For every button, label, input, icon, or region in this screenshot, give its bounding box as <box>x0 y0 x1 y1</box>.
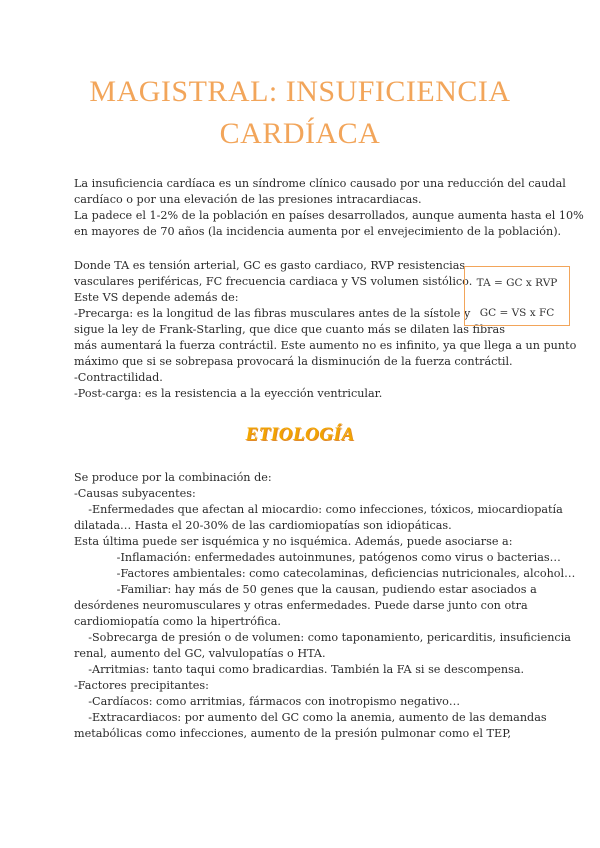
etiology-line: metabólicas como infecciones, aumento de la presión pulmonar como el TEP, <box>74 727 512 740</box>
definition-line: máximo que si se sobrepasa provocará la disminución de la fuerza contráctil. <box>74 355 513 368</box>
intro-line: cardíaco o por una elevación de las presiones intracardiacas. <box>74 193 422 206</box>
intro-line: La insuficiencia cardíaca es un síndrome clínico causado por una reducción del caudal <box>74 177 566 190</box>
etiology-line: -Factores ambientales: como catecolaminas, deficiencias nutricionales, alcohol… <box>74 567 576 580</box>
etiology-line: desórdenes neuromusculares y otras enfermedades. Puede darse junto con otra <box>74 599 528 612</box>
etiology-line: -Extracardiacos: por aumento del GC como la anemia, aumento de las demandas <box>74 711 547 724</box>
intro-line: La padece el 1-2% de la población en países desarrollados, aunque aumenta hasta el 10% <box>74 209 584 222</box>
definition-line: Este VS depende además de: <box>74 291 239 304</box>
definition-line: -Contractilidad. <box>74 371 163 384</box>
definition-line: sigue la ley de Frank-Starling, que dice que cuanto más se dilaten las fibras <box>74 323 505 336</box>
document-title-line-1: MAGISTRAL: INSUFICIENCIA <box>89 75 511 108</box>
etiology-line: -Familiar: hay más de 50 genes que la causan, pudiendo estar asociados a <box>74 583 537 596</box>
etiology-line: cardiomiopatía como la hipertrófica. <box>74 615 281 628</box>
etiology-line: -Enfermedades que afectan al miocardio: como infecciones, tóxicos, miocardiopatía <box>74 503 563 516</box>
etiology-line: Se produce por la combinación de: <box>74 471 272 484</box>
etiology-line: -Arritmias: tanto taqui como bradicardias. También la FA si se descompensa. <box>74 663 525 676</box>
intro-line: en mayores de 70 años (la incidencia aumenta por el envejecimiento de la población). <box>74 225 562 238</box>
definition-line: vasculares periféricas, FC frecuencia cardiaca y VS volumen sistólico. <box>74 275 473 288</box>
definition-line: -Post-carga: es la resistencia a la eyección ventricular. <box>74 387 383 400</box>
etiology-line: -Cardíacos: como arritmias, fármacos con inotropismo negativo… <box>74 695 461 708</box>
etiology-line: -Factores precipitantes: <box>74 679 209 692</box>
etiology-line: dilatada… Hasta el 20-30% de las cardiomiopatías son idiopáticas. <box>74 519 452 532</box>
definition-line: más aumentará la fuerza contráctil. Este aumento no es infinito, ya que llega a un punto <box>74 339 577 352</box>
formula-ta: TA = GC x RVP <box>476 277 558 289</box>
etiology-line: -Causas subyacentes: <box>74 487 196 500</box>
etiology-line: Esta última puede ser isquémica y no isquémica. Además, puede asociarse a: <box>74 535 513 548</box>
formula-gc: GC = VS x FC <box>479 307 555 319</box>
etiology-heading: ETIOLOGÍA <box>245 424 355 445</box>
etiology-line: -Inflamación: enfermedades autoinmunes, patógenos como virus o bacterias… <box>74 551 561 564</box>
definition-line: Donde TA es tensión arterial, GC es gasto cardiaco, RVP resistencias <box>74 259 466 272</box>
etiology-line: -Sobrecarga de presión o de volumen: como taponamiento, pericarditis, insuficiencia <box>74 631 571 644</box>
document-title-line-2: CARDÍACA <box>219 117 381 150</box>
etiology-line: renal, aumento del GC, valvulopatías o HTA. <box>74 647 326 660</box>
formula-box <box>464 266 570 326</box>
definition-line: -Precarga: es la longitud de las fibras musculares antes de la sístole y <box>74 307 471 320</box>
